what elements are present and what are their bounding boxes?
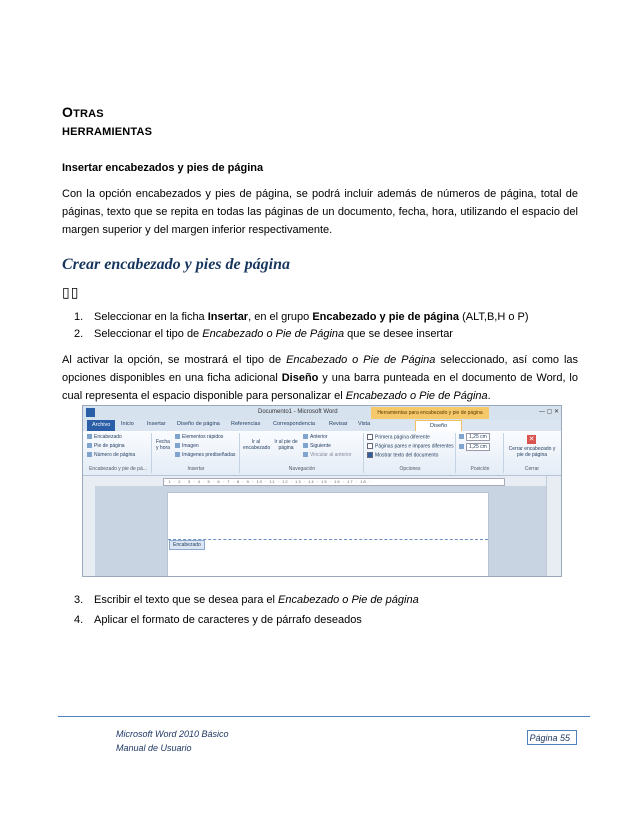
group-encabezado: Encabezado Pie de página Número de página Encabezado y pie de pá...: [85, 433, 152, 473]
group-opciones: Primera página diferente Páginas pares e impares diferentes Mostrar texto del documento Opciones: [365, 433, 456, 473]
list-item: 3. Escribir el texto que se desea para el Encabezado o Pie de página: [74, 594, 419, 606]
ruler: · 1 · 2 · 3 · 4 · 5 · 6 · 7 · 8 · 9 · 10 · 11 · 12 · 13 · 14 · 15 · 16 · 17 · 18 ·: [83, 476, 561, 486]
symbol-boxes: ▯▯: [62, 284, 80, 300]
tab-vista: Vista: [358, 421, 371, 427]
group-navegacion: Ir al encabezado Ir al pie de página Anterior Siguiente Vincular al anterior Navegación: [241, 433, 364, 473]
section-title: Crear encabezado y pies de página: [62, 256, 290, 273]
page-number: Página 55: [527, 730, 577, 745]
heading-line2: HERRAMIENTAS: [62, 126, 153, 138]
footer-line2: Manual de Usuario: [116, 743, 192, 753]
tab-revisar: Revisar: [329, 421, 348, 427]
group-cerrar: ✕ Cerrar encabezado y pie de página Cerrar: [508, 436, 556, 472]
tab-inicio: Inicio: [121, 421, 134, 427]
header-tag: Encabezado: [169, 540, 205, 550]
vertical-scrollbar: [546, 476, 561, 576]
footer-rule: [58, 716, 590, 717]
document-page: [167, 492, 489, 577]
tab-diseno-pagina: Diseño de página: [177, 421, 220, 427]
list-item: 4. Aplicar el formato de caracteres y de párrafo deseados: [74, 614, 362, 626]
heading-line1-rest: TRAS: [73, 108, 104, 120]
group-posicion: 1,25 cm 1,25 cm Posición: [457, 433, 504, 473]
footer-line1: Microsoft Word 2010 Básico: [116, 729, 229, 739]
tab-referencias: Referencias: [231, 421, 261, 427]
tab-archivo: Archivo: [87, 420, 115, 431]
footer-text: [116, 727, 229, 755]
window-title: Documento1 - Microsoft Word: [258, 409, 338, 415]
tab-insertar: Insertar: [147, 421, 166, 427]
quick-access-toolbar: [83, 406, 561, 420]
steps-list-b: [62, 590, 582, 630]
document-canvas: [95, 486, 547, 576]
explanation-paragraph: Al activar la opción, se mostrará el tipo de Encabezado o Pie de Página seleccionado, así como las opciones disponibles en una ficha adicional Diseño y una barra punteada en el documento de Word, lo cual representa el espacio disponible para personalizar el Encabezado o Pie de Página.: [62, 354, 579, 402]
tab-diseno: Diseño: [415, 420, 462, 432]
heading-initial: O: [62, 104, 74, 120]
ribbon: [83, 431, 561, 476]
subheading: Insertar encabezados y pies de página: [62, 162, 264, 174]
section-heading: [62, 104, 104, 122]
ribbon-tabs: [83, 420, 561, 431]
list-item: 1. Seleccionar en la ficha Insertar, en el grupo Encabezado y pie de página (ALT,B,H o P): [74, 311, 529, 323]
list-item: 2. Seleccionar el tipo de Encabezado o Pie de Página que se desee insertar: [74, 328, 453, 340]
header-dashed-line: [168, 539, 488, 540]
context-tab-label: Herramientas para encabezado y pie de página: [371, 407, 489, 419]
close-header-icon: ✕: [528, 436, 535, 443]
steps-list-a: [62, 309, 582, 343]
tab-correspondencia: Correspondencia: [273, 421, 315, 427]
window-controls-icon: — ▢ ✕: [538, 409, 559, 415]
group-insertar: Fecha y hora Elementos rápidos Imagen Imágenes prediseñadas Insertar: [153, 433, 240, 473]
word-screenshot: [82, 405, 562, 577]
intro-paragraph: Con la opción encabezados y pies de página, se podrá incluir además de números de página, total de páginas, texto que se repita en todas las páginas de un documento, fecha, hora, utilizando el espacio del margen superior y del margen inferior respectivamente.: [62, 188, 578, 236]
word-logo-icon: [86, 408, 95, 417]
